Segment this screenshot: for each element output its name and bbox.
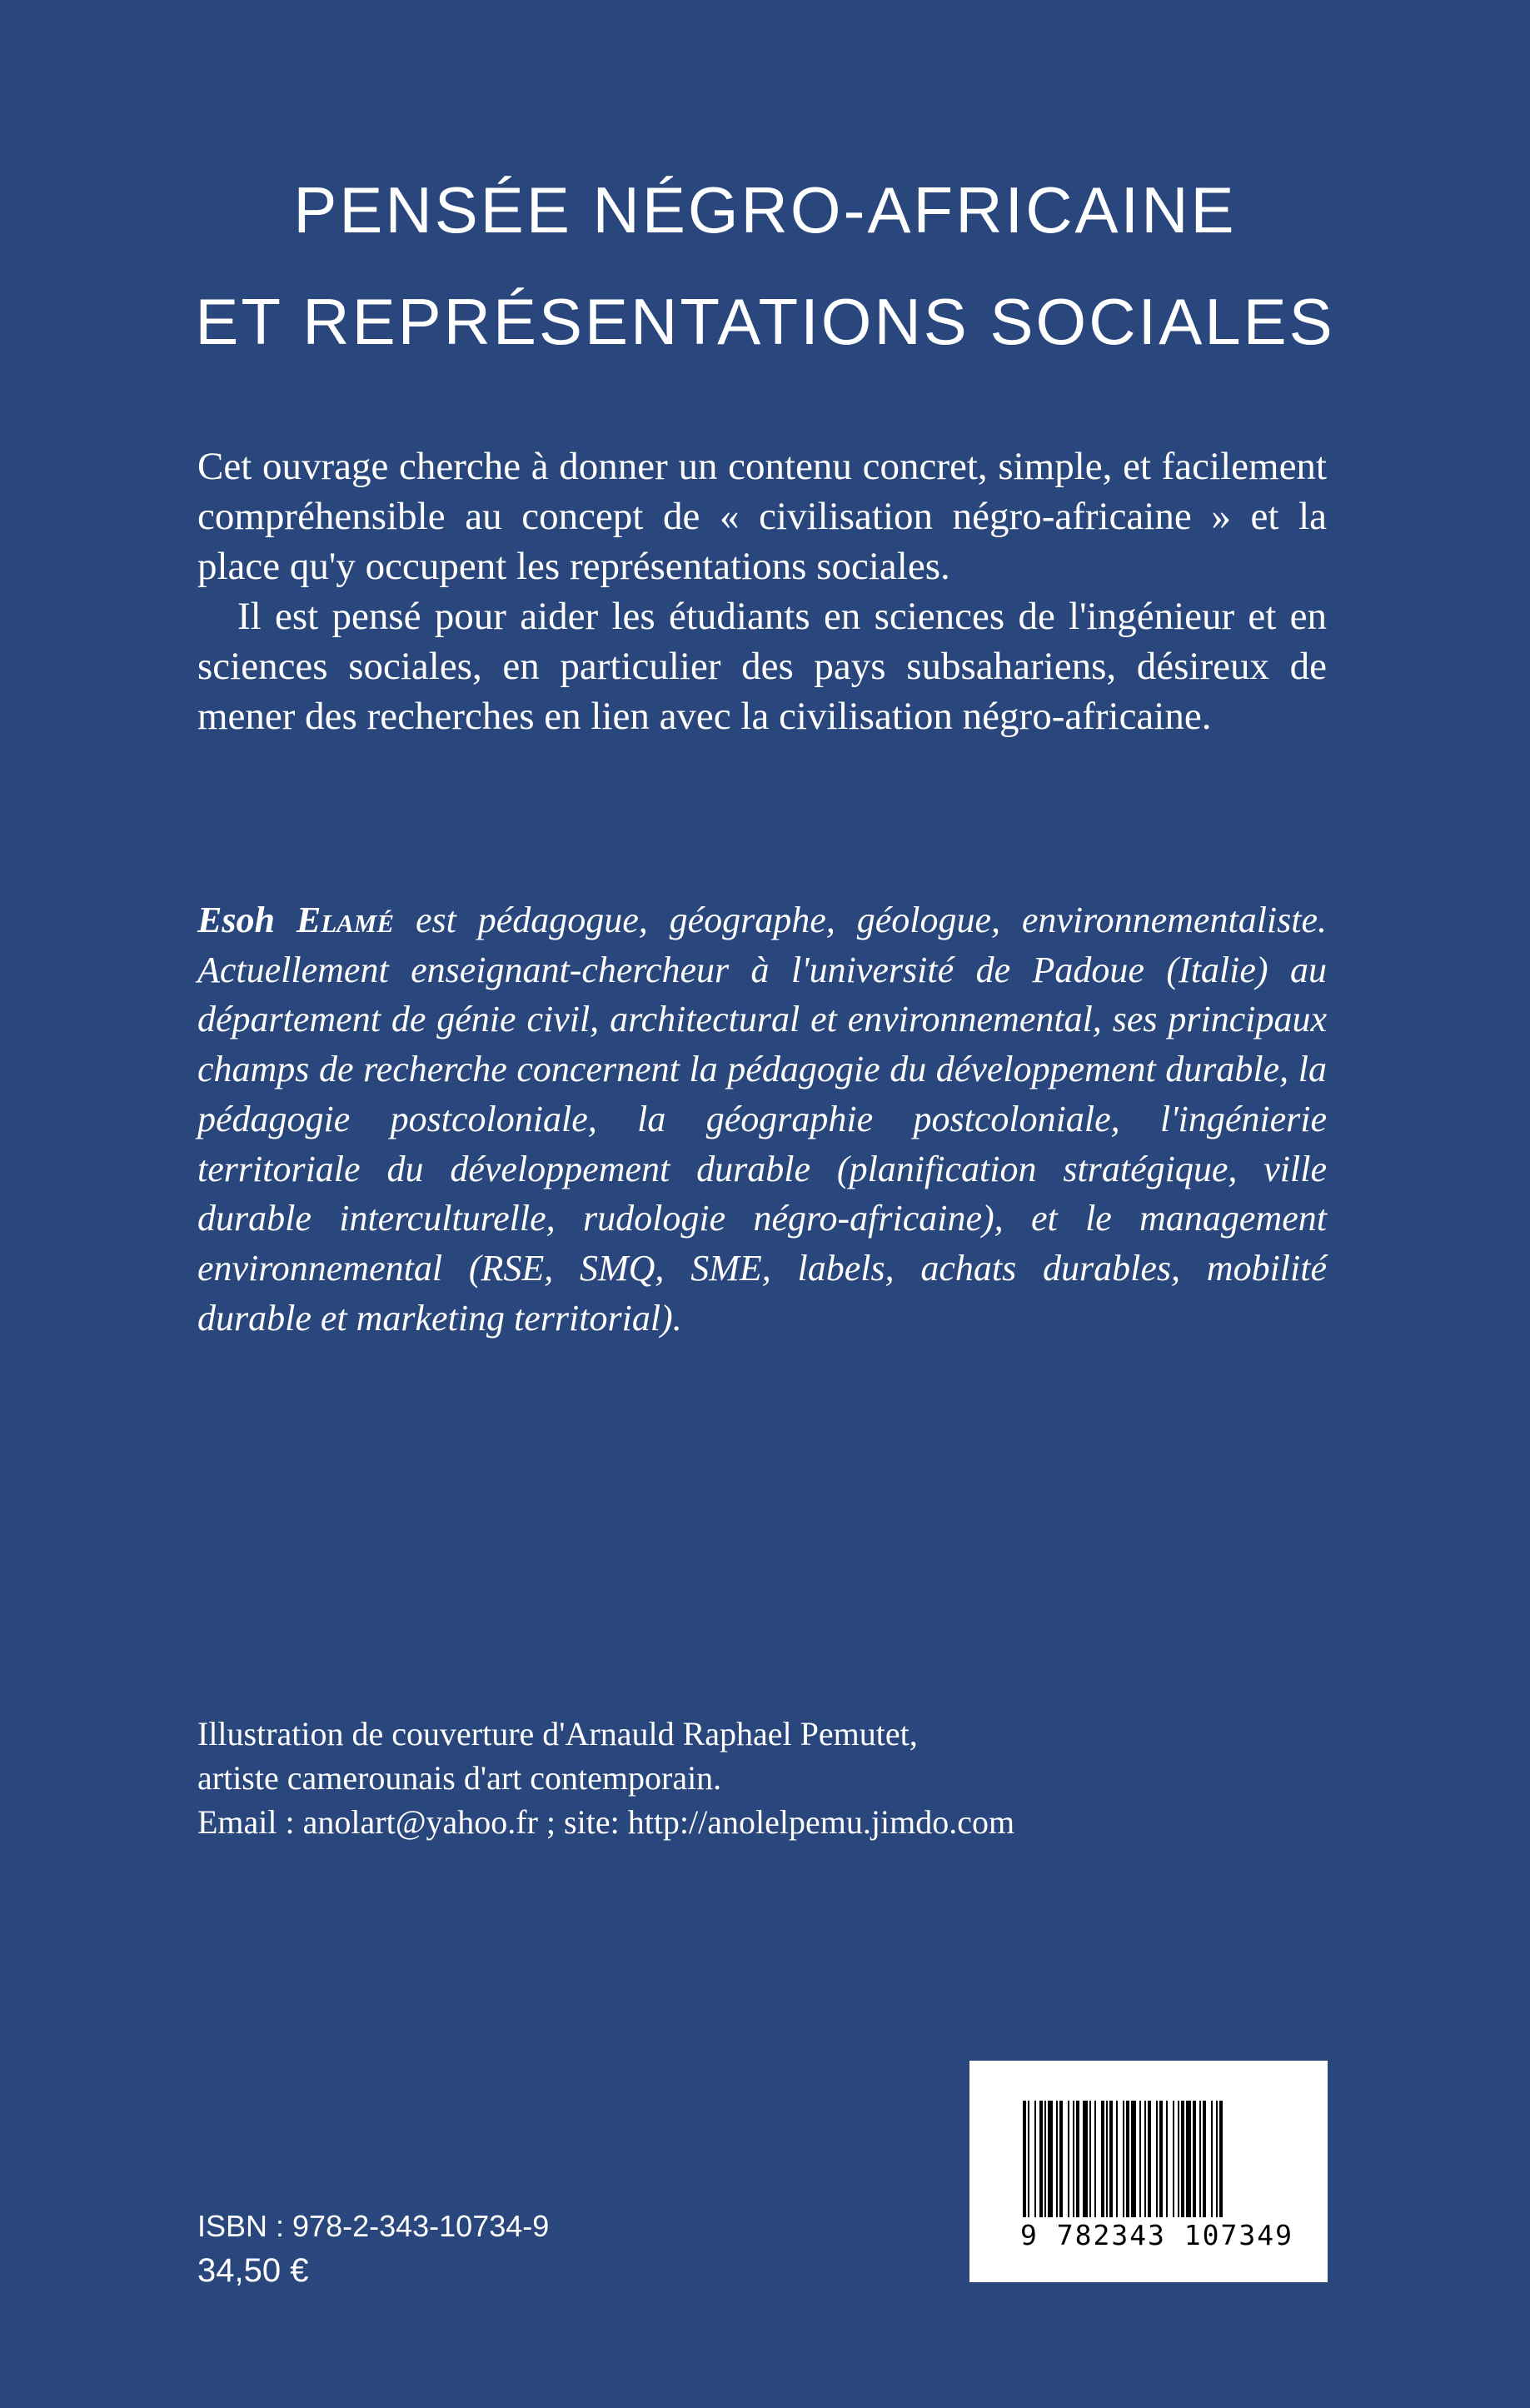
barcode-bar (1193, 2101, 1196, 2217)
credits-line-1: Illustration de couverture d'Arnauld Raphael Pemutet, (197, 1715, 918, 1752)
barcode-bar (1173, 2101, 1174, 2217)
barcode-digits: 9 782343 107349 (1019, 2219, 1293, 2251)
barcode-bar (1178, 2101, 1179, 2217)
barcode-bar (1034, 2101, 1036, 2217)
barcode-bar (1116, 2101, 1118, 2217)
summary-paragraph-2: Il est pensé pour aider les étudiants en sciences de l'ingénieur et en sciences sociales, en particulier des pays subsahariens, désireux de mener des recherches en lien avec la civilisation négro-africaine. (197, 595, 1327, 738)
barcode-bar (1083, 2101, 1088, 2217)
barcode-bar (1076, 2101, 1079, 2217)
title-line-1: PENSÉE NÉGRO-AFRICAINE (293, 173, 1237, 247)
barcode-bar (1028, 2101, 1029, 2217)
barcode-bar (1123, 2101, 1124, 2217)
barcode-bar (1059, 2101, 1063, 2217)
book-summary (197, 441, 1327, 741)
barcode-bar (1211, 2101, 1213, 2217)
barcode-bar (1148, 2101, 1151, 2217)
summary-paragraph-1: Cet ouvrage cherche à donner un contenu concret, simple, et facilement compréhensible au concept de « civilisation négro-africaine » et la place qu'y occupent les représentations sociales. (197, 445, 1327, 588)
barcode-bar (1156, 2101, 1158, 2217)
barcode-bar (1166, 2101, 1168, 2217)
barcode-bar (1203, 2101, 1206, 2217)
barcode-bar (1094, 2101, 1096, 2217)
barcode-bar (1219, 2101, 1223, 2217)
isbn: ISBN : 978-2-343-10734-9 (197, 2209, 550, 2243)
barcode-bar (1068, 2101, 1069, 2217)
author-last-name: Elamé (296, 900, 395, 940)
barcode-bar (1109, 2101, 1113, 2217)
credits-line-3: Email : anolart@yahoo.fr ; site: http://anolelpemu.jimdo.com (197, 1803, 1015, 1841)
illustration-credits (197, 1712, 1280, 1844)
author-bio-text: est pédagogue, géographe, géologue, environnementaliste. Actuellement enseignant-chercheur à l'université de Padoue (Italie) au département de génie civil, architectural et environnemental, ses principaux champs de recherche concernent la pédagogie du développement durable, la pédagogie postcoloniale, la géographie postcoloniale, l'ingénierie territoriale du développement durable (planification stratégique, ville durable interculturelle, rudologie négro-africaine), et le management environnemental (RSE, SMQ, SME, labels, achats durables, mobilité durable et marketing territorial). (197, 900, 1328, 1339)
barcode-bar (1106, 2101, 1108, 2217)
barcode-bar (1101, 2101, 1104, 2217)
barcode-icon (1021, 2101, 1288, 2226)
barcode-bar (1144, 2101, 1146, 2217)
barcode-bar (1073, 2101, 1074, 2217)
credits-line-2: artiste camerounais d'art contemporain. (197, 1759, 722, 1797)
barcode-bar (1139, 2101, 1141, 2217)
barcode-bar (1159, 2101, 1163, 2217)
barcode-bar (1216, 2101, 1218, 2217)
title-line-2: ET REPRÉSENTATIONS SOCIALES (195, 285, 1335, 358)
price: 34,50 € (197, 2252, 309, 2289)
barcode-bar (1039, 2101, 1043, 2217)
barcode-bar (1186, 2101, 1191, 2217)
barcode-bar (1044, 2101, 1046, 2217)
barcode-bar (1199, 2101, 1201, 2217)
book-title (0, 154, 1530, 377)
barcode-bar (1126, 2101, 1129, 2217)
barcode-bar (1056, 2101, 1058, 2217)
barcode-bar (1089, 2101, 1091, 2217)
barcode-bar (1131, 2101, 1136, 2217)
barcode-panel (969, 2061, 1328, 2282)
barcode-bar (1181, 2101, 1184, 2217)
author-first-name: Esoh (197, 900, 275, 940)
barcode-bar (1048, 2101, 1053, 2217)
barcode-bar (1023, 2101, 1026, 2217)
author-biography (197, 895, 1327, 1343)
